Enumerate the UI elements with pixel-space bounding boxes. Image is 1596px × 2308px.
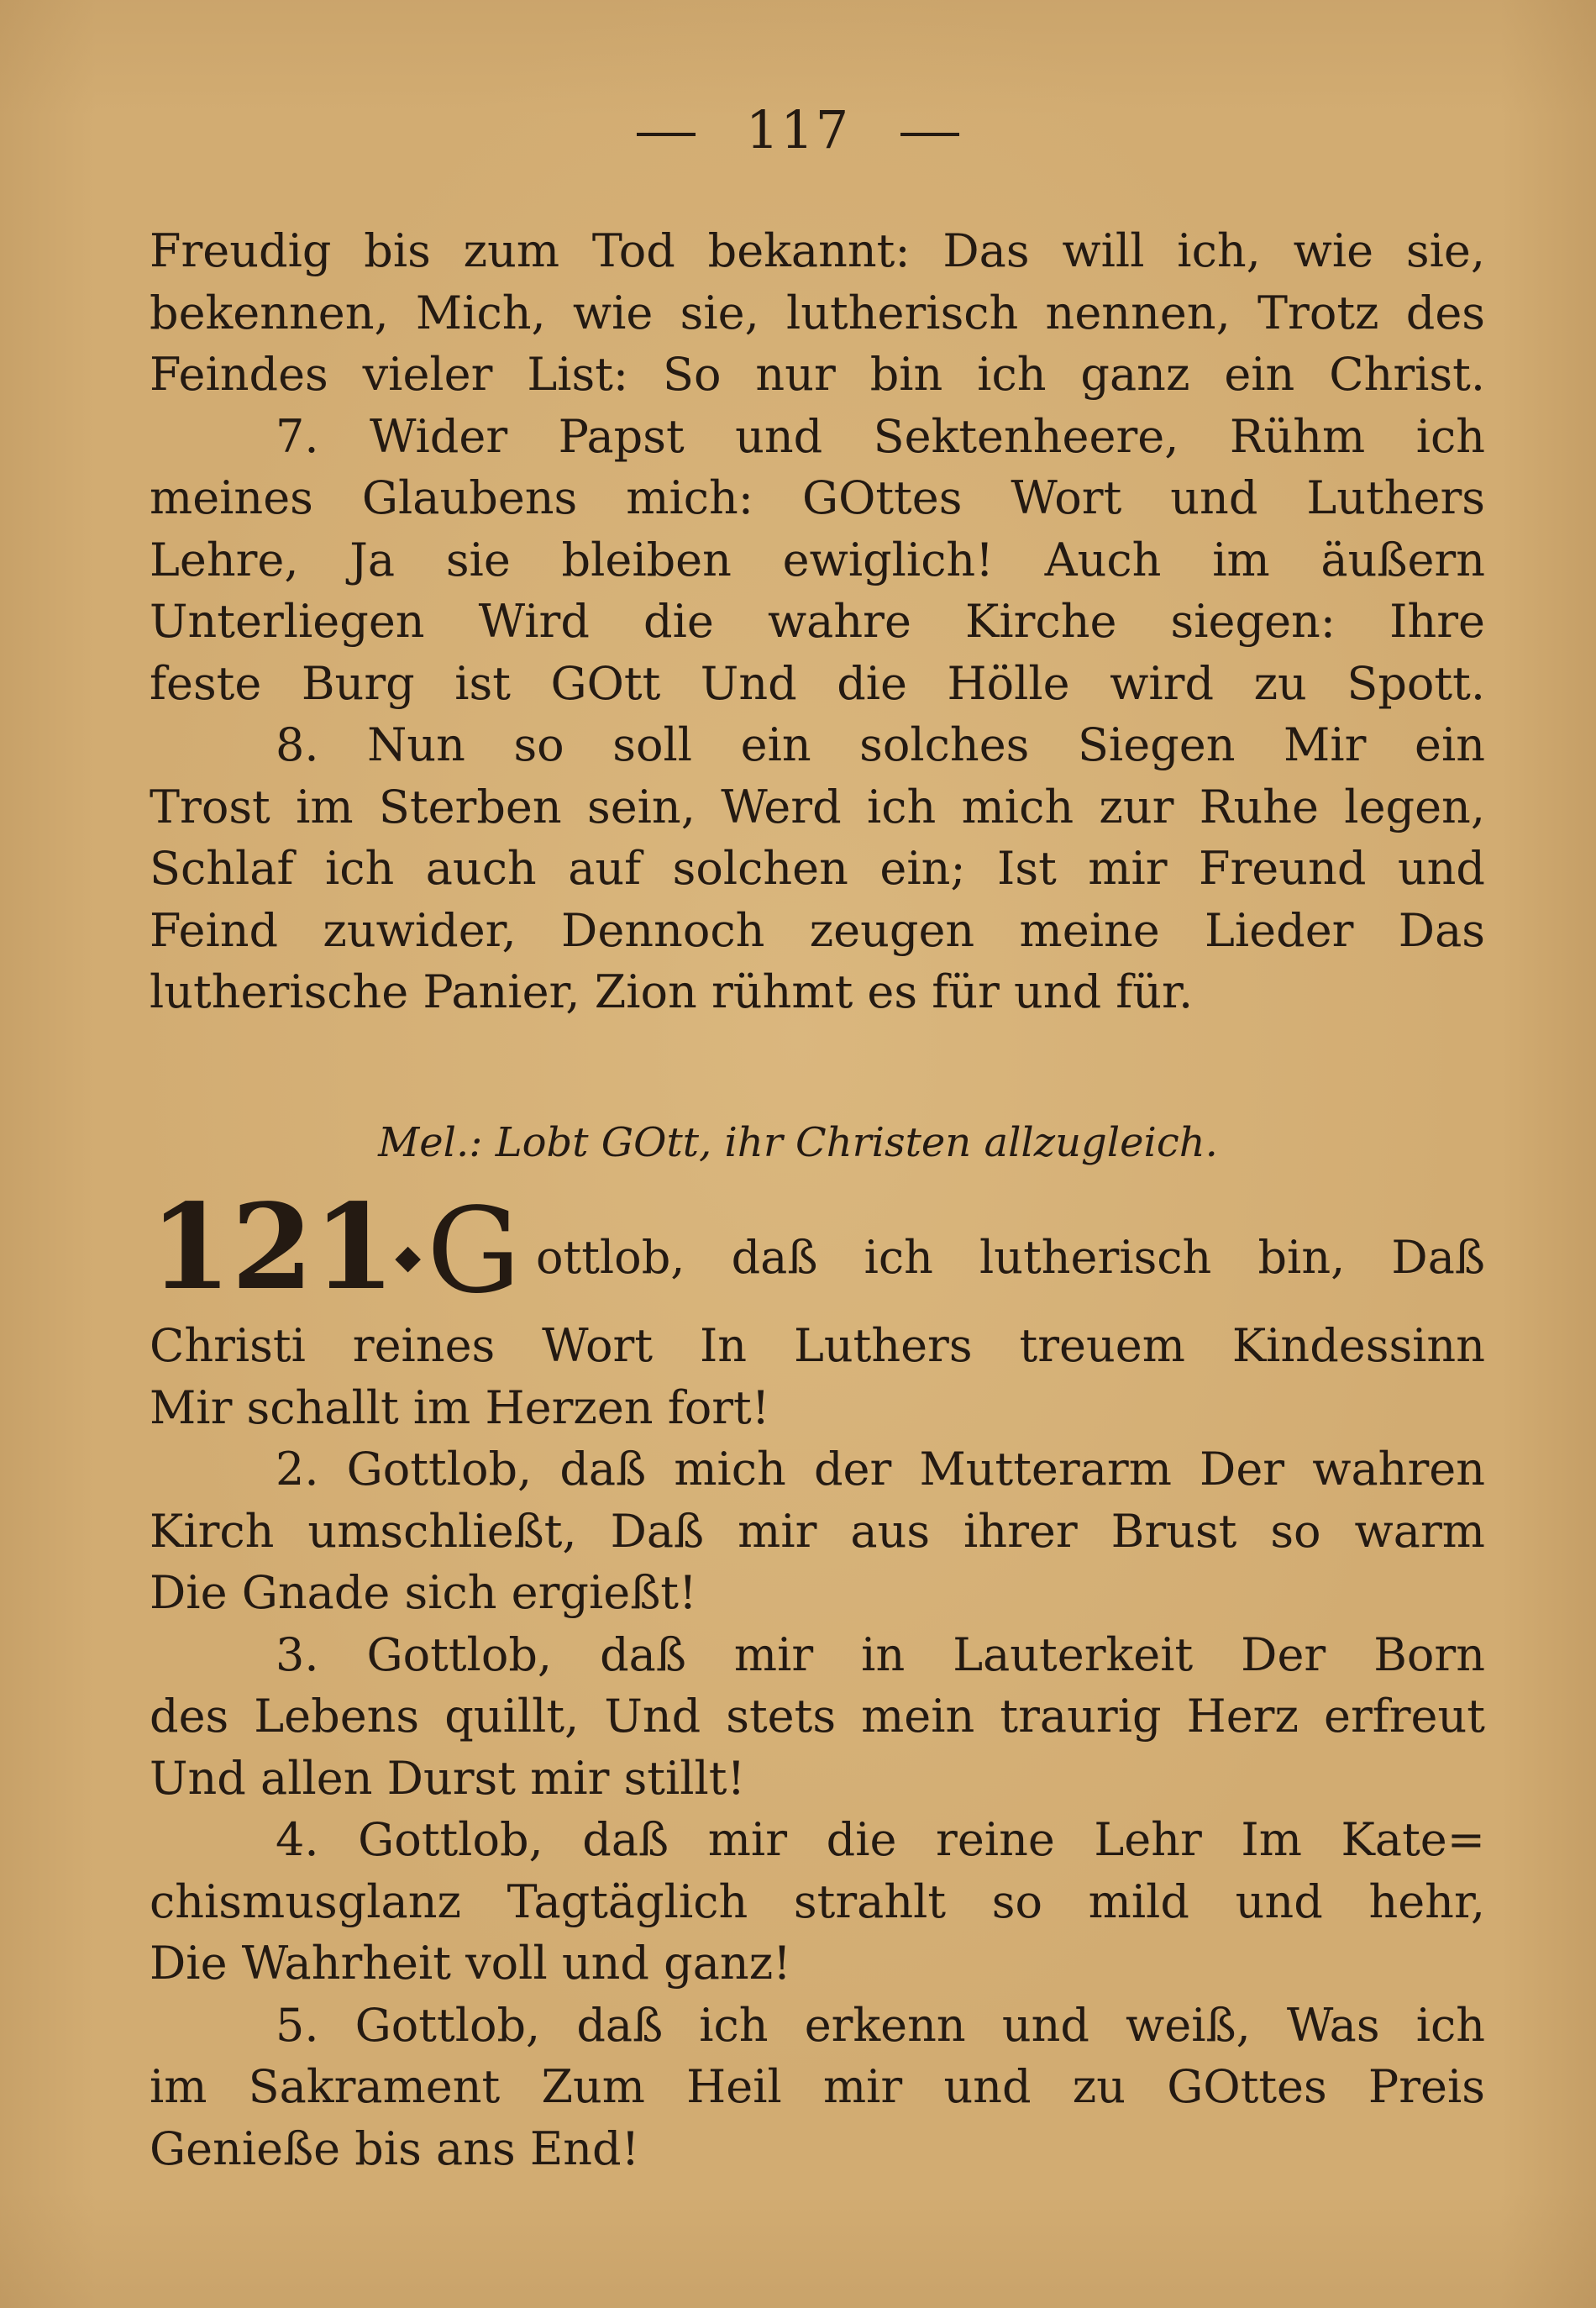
hymn-number (150, 1179, 422, 1321)
text-line: Die Gnade sich ergießt! (150, 1566, 697, 1619)
text-line: Feind zuwider, Dennoch zeugen meine Lieder Das (150, 903, 1485, 957)
text-line: Lehre, Ja sie bleiben ewiglich! Auch im äußern (150, 533, 1485, 586)
verse-5-line: 5. Gottlob, daß ich erkenn und weiß, Was ich (276, 1998, 1485, 2052)
verse-3-line: 3. Gottlob, daß mir in Lauterkeit Der Born (276, 1627, 1485, 1681)
hymn-first-line: ottlob, daß ich lutherisch bin, Daß (536, 1231, 1485, 1284)
text-line: Kirch umschließt, Daß mir aus ihrer Brust so warm (150, 1504, 1485, 1558)
text-line: Feindes vieler List: So nur bin ich ganz ein Christ. (150, 348, 1485, 401)
verse-2-line: 2. Gottlob, daß mich der Mutterarm Der wahren (276, 1443, 1485, 1496)
text-line: Schlaf ich auch auf solchen ein; Ist mir Freund und (150, 842, 1485, 895)
text-line: des Lebens quillt, Und stets mein traurig Herz erfreut (150, 1690, 1485, 1743)
verse-4-line: 4. Gottlob, daß mir die reine Lehr Im Kate= (276, 1813, 1485, 1866)
text-line: bekennen, Mich, wie sie, lutherisch nennen, Trotz des (150, 286, 1485, 339)
continued-hymn-text (150, 220, 1485, 1023)
drop-cap: G (427, 1183, 521, 1320)
text-line: Genieße bis ans End! (150, 2121, 640, 2175)
text-line: Trost im Sterben sein, Werd ich mich zur Ruhe legen, (150, 780, 1485, 833)
text-line: Die Wahrheit voll und ganz! (150, 1937, 791, 1990)
text-line: im Sakrament Zum Heil mir und zu GOttes Preis (150, 2060, 1485, 2113)
text-line: Unterliegen Wird die wahre Kirche siegen: Ihre (150, 595, 1485, 648)
text-line: lutherische Panier, Zion rühmt es für und für. (150, 965, 1194, 1018)
text-line: chismusglanz Tagtäglich strahlt so mild und hehr, (150, 1874, 1485, 1928)
text-line: feste Burg ist GOtt Und die Hölle wird zu Spott. (150, 656, 1485, 710)
page-number: 117 (745, 99, 851, 160)
text-line: Freudig bis zum Tod bekannt: Das will ich, wie sie, (150, 224, 1485, 277)
header-dash-right (900, 133, 959, 136)
melody-line: Mel.: Lobt GOtt, ihr Christen allzugleich. (378, 1119, 1218, 1166)
verse-8-line: 8. Nun so soll ein solches Siegen Mir ein (276, 718, 1485, 771)
header-dash-left (637, 133, 696, 136)
page-header (0, 99, 1596, 160)
text-line: Christi reines Wort In Luthers treuem Kindessinn (150, 1319, 1485, 1372)
hymn-number-dot: ◆ (395, 1237, 422, 1277)
text-line: Mir schallt im Herzen fort! (150, 1380, 770, 1434)
verse-7-line: 7. Wider Papst und Sektenheere, Rühm ich (276, 409, 1485, 463)
hymn-121-text (150, 1315, 1485, 2179)
text-line: Und allen Durst mir stillt! (150, 1751, 746, 1805)
hymn-number-text: 121 (150, 1179, 396, 1317)
text-line: meines Glaubens mich: GOttes Wort und Luthers (150, 471, 1485, 524)
